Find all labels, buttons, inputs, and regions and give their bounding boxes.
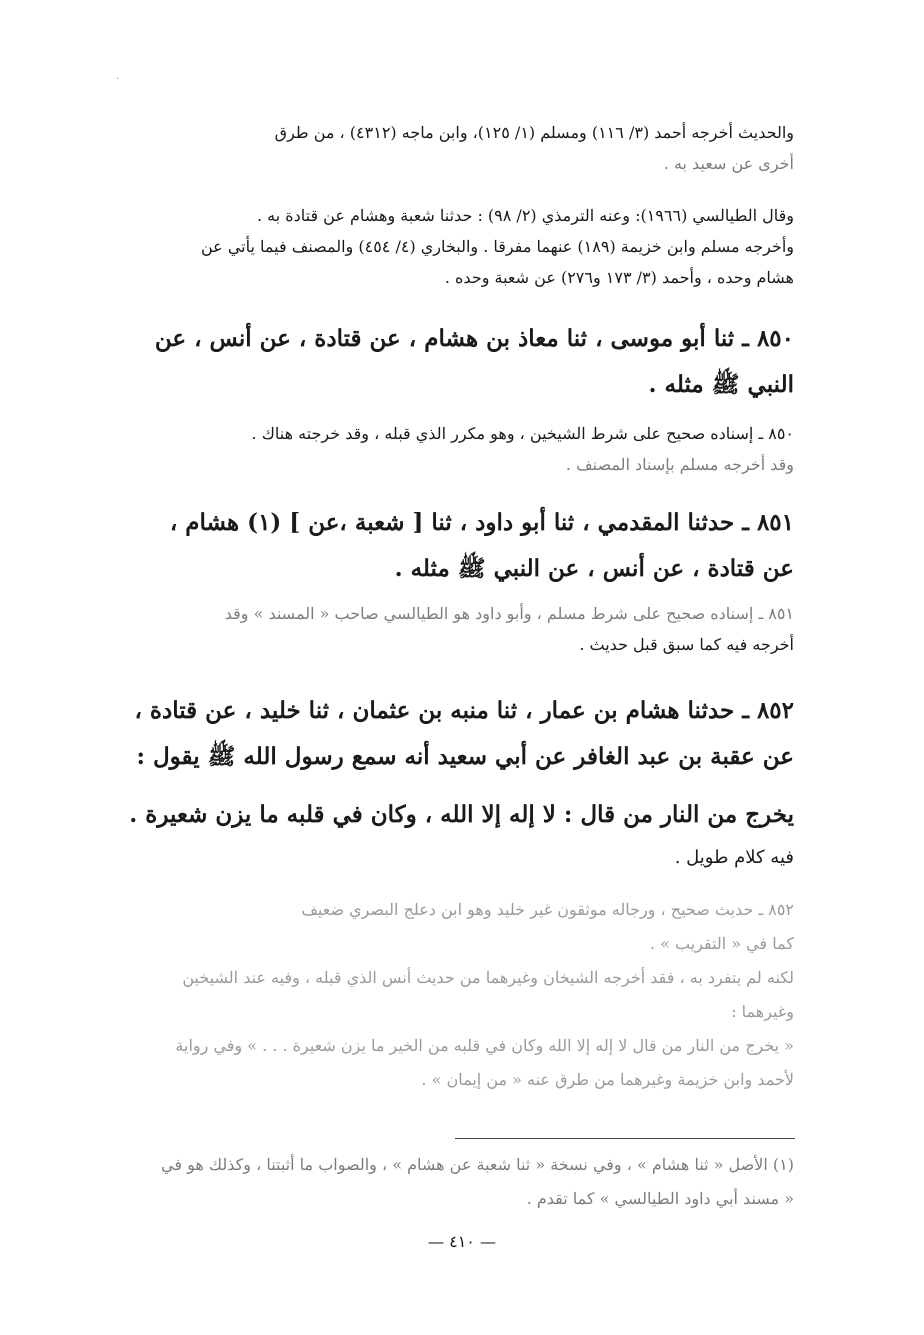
- note-852: [128, 893, 794, 1097]
- text-line: أخرى عن سعيد به .: [663, 154, 794, 173]
- text-line: أخرجه فيه كما سبق قبل حديث .: [579, 635, 794, 654]
- text-line: فيه كلام طويل .: [674, 847, 794, 868]
- text-line: وقد أخرجه مسلم بإسناد المصنف .: [565, 455, 794, 474]
- text-line: والحديث أخرجه أحمد (٣/ ١١٦) ومسلم (١/ ١٢٥)، وابن ماجه (٤٣١٢) ، من طرق: [274, 123, 794, 142]
- tayalisi-note: [128, 200, 794, 293]
- note-851: [128, 598, 794, 660]
- page-number: — ٤١٠ —: [428, 1232, 496, 1251]
- text-line: ٨٥١ ـ حدثنا المقدمي ، ثنا أبو داود ، ثنا [ شعبة ،عن ] (١) هشام ،: [169, 509, 794, 536]
- footnote-divider: [455, 1138, 795, 1139]
- intro-paragraph: [128, 117, 794, 179]
- hadith-850: [128, 316, 794, 408]
- text-line: لكنه لم يتفرد به ، فقد أخرجه الشيخان وغيرهما من حديث أنس الذي قبله ، وفيه عند الشيخين: [182, 968, 794, 987]
- text-line: عن عقبة بن عبد الغافر عن أبي سعيد أنه سمع رسول الله ﷺ يقول :: [136, 743, 794, 770]
- text-line: ٨٥١ ـ إسناده صحيح على شرط مسلم ، وأبو داود هو الطيالسي صاحب « المسند » وقد: [224, 604, 794, 623]
- text-line: النبي ﷺ مثله .: [648, 371, 794, 398]
- text-line: وغيرهما :: [731, 1002, 794, 1021]
- text-line: كما في « التقريب » .: [649, 934, 794, 953]
- text-line: (١) الأصل « ثنا هشام » ، وفي نسخة « ثنا شعبة عن هشام » ، والصواب ما أثبتنا ، وكذلك هو في: [161, 1155, 794, 1174]
- text-line: يخرج من النار من قال : لا إله إلا الله ، وكان في قلبه ما يزن شعيرة .: [129, 801, 794, 828]
- text-line: عن قتادة ، عن أنس ، عن النبي ﷺ مثله .: [394, 555, 794, 582]
- text-line: « يخرج من النار من قال لا إله إلا الله وكان في قلبه من الخير ما يزن شعيرة . . . » وفي رواية: [175, 1036, 794, 1055]
- text-line: لأحمد وابن خزيمة وغيرهما من طرق عنه « من إيمان » .: [421, 1070, 794, 1089]
- scan-mark: ·: [116, 74, 120, 85]
- hadith-852: [128, 688, 794, 878]
- hadith-851: [128, 500, 794, 592]
- text-line: هشام وحده ، وأحمد (٣/ ١٧٣ و٢٧٦) عن شعبة وحده .: [444, 268, 794, 287]
- text-line: وقال الطيالسي (١٩٦٦): وعنه الترمذي (٢/ ٩٨) : حدثنا شعبة وهشام عن قتادة به .: [256, 206, 794, 225]
- text-line: وأخرجه مسلم وابن خزيمة (١٨٩) عنهما مفرقا . والبخاري (٤/ ٤٥٤) والمصنف فيما يأتي عن: [201, 237, 794, 256]
- footnote: [128, 1148, 794, 1216]
- text-line: ٨٥٠ ـ ثنا أبو موسى ، ثنا معاذ بن هشام ، عن قتادة ، عن أنس ، عن: [154, 325, 794, 352]
- text-line: « مسند أبي داود الطيالسي » كما تقدم .: [526, 1189, 794, 1208]
- text-line: ٨٥٠ ـ إسناده صحيح على شرط الشيخين ، وهو مكرر الذي قبله ، وقد خرجته هناك .: [251, 424, 794, 443]
- note-850: [128, 418, 794, 480]
- text-line: ٨٥٢ ـ حديث صحيح ، ورجاله موثقون غير خليد وهو ابن دعلج البصري ضعيف: [301, 900, 794, 919]
- text-line: ٨٥٢ ـ حدثنا هشام بن عمار ، ثنا منبه بن عثمان ، ثنا خليد ، عن قتادة ،: [134, 697, 794, 724]
